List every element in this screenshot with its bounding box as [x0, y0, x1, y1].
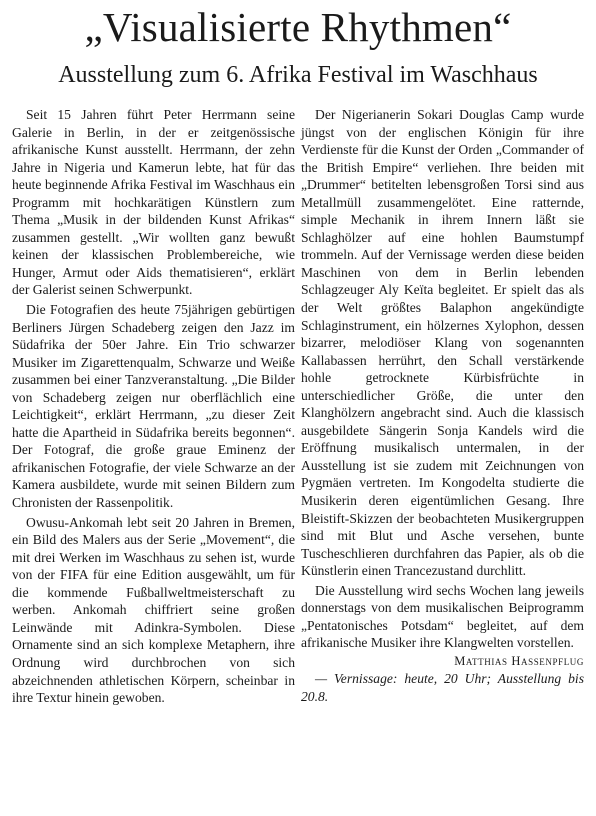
paragraph-herrmann-gallery: Seit 15 Jahren führt Peter Herrmann seine Galerie in Berlin, in der er zeitgenössische afrikanische Kunst ausstellt. Herrmann, der zehn Jahre in Nigeria und Kamerun lebte, hat für das heute beginnende Afrika Festival im Waschhaus ein Programm mit hochkarätigen Künstlern zum Thema „Musik in der bildenden Kunst Afrikas“ zusammen gestellt. „Wir wollten ganz bewußt keinen der klassischen Problembereiche, wie Hunger, Armut oder Aids thematisieren“, erklärt der Galerist seinen Schwerpunkt. [12, 107, 295, 298]
vernissage-note: — Vernissage: heute, 20 Uhr; Ausstellung bis 20.8. [301, 671, 584, 704]
article-column-left [12, 106, 295, 707]
paragraph-schadeberg-photos: Die Fotografien des heute 75jährigen gebürtigen Berliners Jürgen Schadeberg zeigen den Jazz im Südafrika der 50er Jahre. Ein Trio schwarzer Musiker im Zigarettenqualm, Schwarze und Weiße zusammen bei einer Tanzveranstaltung. „Die Bilder von Schadeberg zeigen nur oberflächlich eine Leichtigkeit“, erklärt Herrmann, „zu dieser Zeit hatte die Apartheid in Südafrika bereits begonnen“. Der Fotograf, die große graue Eminenz der afrikanischen Fotografie, der viele Schwarze an der Kamera ausbildete, wurde mit seinen Bildern zum Chronisten der Rassenpolitik. [12, 302, 295, 511]
article-column-right [301, 106, 584, 706]
author-byline: Matthias Hassenpflug [454, 653, 584, 668]
subheadline: Ausstellung zum 6. Afrika Festival im Waschhaus [58, 62, 538, 88]
paragraph-owusu-ankomah: Owusu-Ankomah lebt seit 20 Jahren in Bremen, ein Bild des Malers aus der Serie „Movement“, die mit drei Werken im Waschhaus zu sehen ist, wurde von der FIFA für eine Edition ausgewählt, um für die kommende Fußballweltmeisterschaft zu werben. Ankomah chiffriert seine großen Leinwände mit Adinkra-Symbolen. Diese Ornamente sind an sich komplexe Metaphern, ihre Ordnung wird durchbrochen von sich abzeichnenden athletischen Körpern, scheinbar in ihre Textur hinein gewoben. [12, 514, 295, 706]
headline: „Visualisierte Rhythmen“ [84, 4, 512, 50]
paragraph-exhibition-schedule: Die Ausstellung wird sechs Wochen lang jeweils donnerstags von dem musikalischen Beiprogramm „Pentatonisches Potsdam“ begleitet, auf dem afrikanische Musiker ihre Klangwelten vorstellen. [301, 582, 584, 651]
paragraph-sokari-douglas-camp: Der Nigerianerin Sokari Douglas Camp wurde jüngst von der englischen Königin für ihre Verdienste für die Kunst der Orden „Commander of the British Empire“ verliehen. Ihre beiden mit „Drummer“ betitelten lebensgroßen Torsi sind aus Metallmüll zusammengelötet. Eine ratternde, simple Mechanik in ihrem Innern läßt sie Schlaghölzer auf eine hohlen Baumstumpf trommeln. Auf der Vernissage werden diese beiden Maschinen von dem in Berlin lebenden Schlagzeuger Aly Keïta begleitet. Er spielt das als der Welt größtes Balaphon angekündigte Schlaginstrument, ein hölzernes Xylophon, dessen bizarrer, melodiöser Klang von sogenannten Kallabassen herrührt, den Schall verstärkende hohle getrocknete Kürbisfrüchte in unterschiedlicher Größe, die unter den Klanghölzern angebracht sind. Auch die klassisch ausgebildete Sängerin Sonja Kandels wird die Eröffnung musikalisch untermalen, in der Ausstellung ist sie zudem mit Zeichnungen von Pygmäen vertreten. Im Kongodelta studierte die Musikerin deren eigentümlichen Gesang. Ihre Bleistift-Skizzen der beobachteten Musikergruppen sind mit Blut und Asche versehen, bunte Tuscheschlieren durchfahren das Papier, als ob die Künstlerin einen Trancezustand durchlitt. [301, 107, 584, 579]
